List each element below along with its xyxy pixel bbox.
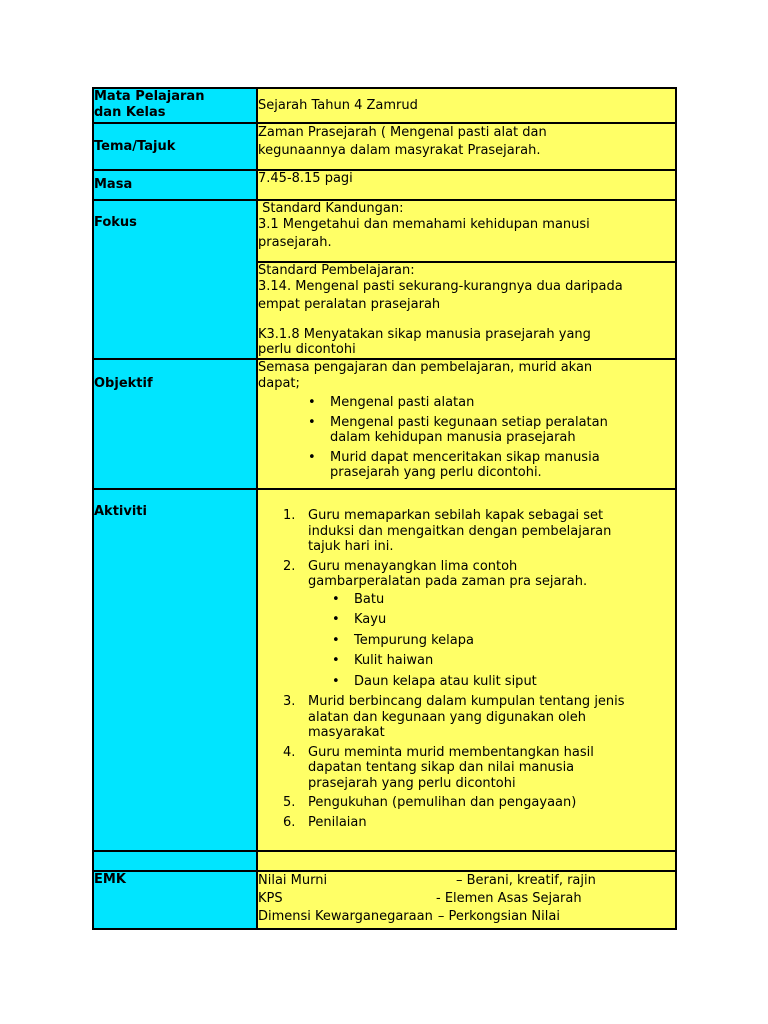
row-masa	[93, 170, 676, 200]
value-line: kegunaannya dalam masyrakat Prasejarah.	[258, 143, 541, 158]
list-item: • Kayu	[354, 612, 675, 628]
list-item: • Batu	[354, 592, 675, 608]
row-fokus-sk	[93, 200, 676, 262]
value-empty	[257, 851, 676, 871]
label-text: Objektif	[94, 376, 153, 391]
list-item: 5. Pengukuhan (pemulihan dan pengayaan)	[283, 795, 577, 810]
value-line: Semasa pengajaran dan pembelajaran, murid akan	[258, 360, 593, 375]
list-item: 3. Murid berbincang dalam kumpulan tentang jenis alatan dan kegunaan yang digunakan oleh masyarakat	[283, 694, 625, 740]
list-item: • Murid dapat menceritakan sikap manusia prasejarah yang perlu dicontohi.	[330, 450, 675, 481]
emk-line: Dimensi Kewarganegaraan – Perkongsian Nilai	[258, 909, 560, 924]
row-emk	[93, 871, 676, 929]
value-line: empat peralatan prasejarah	[258, 297, 441, 312]
list-item: 6. Penilaian	[283, 814, 367, 830]
value-standard-pembelajaran	[257, 262, 676, 359]
value-masa	[257, 170, 676, 200]
label-text: EMK	[94, 872, 126, 887]
value-line: dapat;	[258, 375, 300, 391]
value-objektif	[257, 359, 676, 489]
row-mata-pelajaran	[93, 88, 676, 123]
row-tema-tajuk	[93, 123, 676, 170]
row-objektif	[93, 359, 676, 489]
value-mata-pelajaran	[257, 88, 676, 123]
list-item: • Daun kelapa atau kulit siput	[354, 674, 675, 690]
value-line: 3.1 Mengetahui dan memahami kehidupan manusi	[258, 216, 590, 232]
row-aktiviti	[93, 489, 676, 851]
list-item: • Mengenal pasti alatan	[330, 395, 675, 411]
label-line: Mata Pelajaran	[94, 89, 205, 104]
label-tema-tajuk	[93, 123, 257, 170]
activity-list	[258, 508, 675, 830]
label-masa	[93, 170, 257, 200]
value-aktiviti	[257, 489, 676, 851]
value-standard-kandungan	[257, 200, 676, 262]
value-line: K3.1.8 Menyatakan sikap manusia prasejarah yang	[258, 326, 591, 342]
row-empty	[93, 851, 676, 871]
label-text: Tema/Tajuk	[94, 138, 176, 154]
list-item: • Mengenal pasti kegunaan setiap peralatan dalam kehidupan manusia prasejarah	[330, 415, 675, 446]
objective-list	[258, 395, 675, 481]
value-line: 3.14. Mengenal pasti sekurang-kurangnya dua daripada	[258, 278, 623, 294]
example-list	[308, 592, 675, 690]
value-tema-tajuk	[257, 123, 676, 170]
label-text: Masa	[94, 177, 133, 193]
label-objektif	[93, 359, 257, 489]
standard-pembelajaran-heading: Standard Pembelajaran:	[258, 263, 415, 278]
label-line: dan Kelas	[94, 104, 166, 120]
value-line: perlu dicontohi	[258, 342, 356, 357]
value-emk	[257, 871, 676, 929]
list-item: • Tempurung kelapa	[354, 633, 675, 649]
label-mata-pelajaran	[93, 88, 257, 123]
emk-line: KPS - Elemen Asas Sejarah	[258, 891, 582, 906]
label-text: Aktiviti	[94, 504, 147, 519]
value-text: 7.45-8.15 pagi	[258, 171, 353, 186]
label-text: Fokus	[94, 215, 137, 230]
label-fokus	[93, 200, 257, 359]
list-item: 2. Guru menayangkan lima contoh gambarperalatan pada zaman pra sejarah. • Batu • Kayu • Tempurung kelapa • Kulit haiwan • Daun kelapa atau kulit siput	[308, 559, 675, 690]
list-item: 1. Guru memaparkan sebilah kapak sebagai set induksi dan mengaitkan dengan pembelajaran tajuk hari ini.	[283, 508, 612, 554]
label-emk	[93, 871, 257, 929]
standard-kandungan-heading: Standard Kandungan:	[258, 201, 404, 216]
label-aktiviti	[93, 489, 257, 851]
lesson-plan-table	[92, 87, 677, 930]
list-item: 4. Guru meminta murid membentangkan hasil dapatan tentang sikap dan nilai manusia prasejarah yang perlu dicontohi	[283, 744, 594, 791]
value-line: Zaman Prasejarah ( Mengenal pasti alat dan	[258, 125, 547, 140]
value-line: prasejarah.	[258, 235, 332, 250]
label-empty	[93, 851, 257, 871]
emk-line: Nilai Murni – Berani, kreatif, rajin	[258, 873, 596, 888]
list-item: • Kulit haiwan	[354, 653, 675, 669]
value-text: Sejarah Tahun 4 Zamrud	[258, 97, 418, 113]
